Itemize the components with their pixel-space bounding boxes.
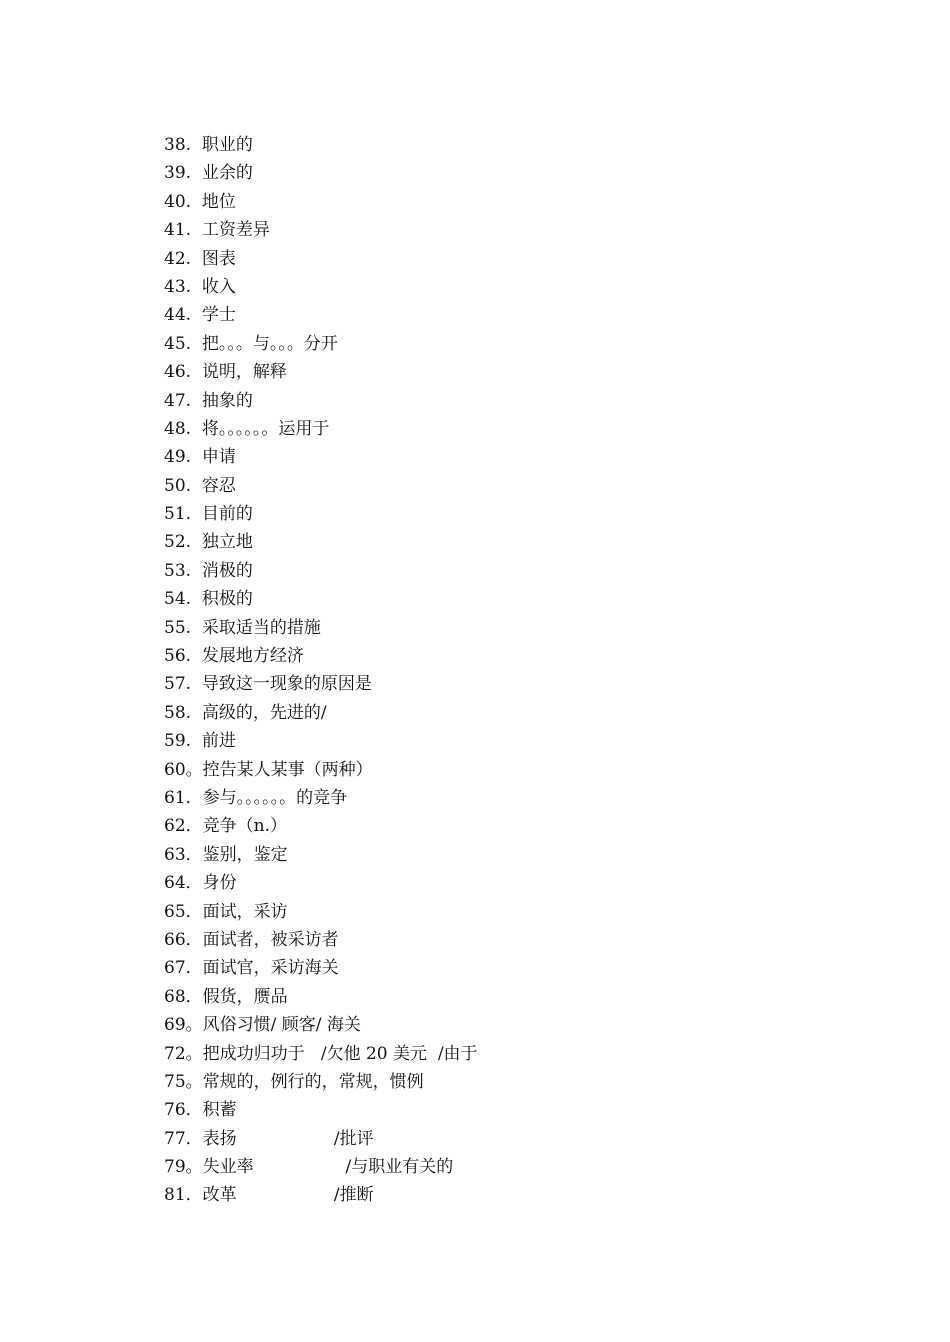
list-item: 64．身份 — [164, 873, 237, 894]
list-item: 50. 容忍 — [164, 475, 236, 496]
list-item: 68．假货，赝品 — [164, 986, 288, 1007]
list-item: 63．鉴别，鉴定 — [164, 844, 288, 865]
list-item: 67．面试官，采访海关 — [164, 958, 339, 979]
list-item: 65．面试，采访 — [164, 901, 288, 922]
vocabulary-list — [164, 131, 478, 1210]
list-item: 48. 将。。。。。。运用于 — [164, 418, 330, 439]
list-item: 45. 把。。。与。。。分开 — [164, 333, 338, 354]
list-item: 46. 说明，解释 — [164, 362, 287, 383]
list-item: 62．竞争（n.） — [164, 816, 287, 837]
list-item: 56. 发展地方经济 — [164, 646, 304, 667]
list-item: 58. 高级的，先进的/ — [164, 702, 327, 723]
list-item: 52. 独立地 — [164, 532, 253, 553]
list-item: 81．改革 /推断 — [164, 1185, 374, 1206]
list-item: 41. 工资差异 — [164, 220, 270, 241]
list-item: 61．参与。。。。。。的竞争 — [164, 787, 348, 808]
list-item: 59. 前进 — [164, 731, 236, 752]
list-item: 57. 导致这一现象的原因是 — [164, 674, 372, 695]
list-item: 72。把成功归功于 /欠他 20 美元 /由于 — [164, 1043, 478, 1064]
list-item: 42. 图表 — [164, 248, 236, 269]
list-item: 69。风俗习惯/ 顾客/ 海关 — [164, 1015, 361, 1036]
list-item: 60。控告某人某事（两种） — [164, 759, 373, 780]
list-item: 54. 积极的 — [164, 589, 253, 610]
list-item: 49. 申请 — [164, 447, 236, 468]
list-item: 79。失业率 /与职业有关的 — [164, 1157, 454, 1178]
list-item: 75。常规的，例行的，常规，惯例 — [164, 1071, 424, 1092]
list-item: 77．表扬 /批评 — [164, 1128, 374, 1149]
list-item: 43. 收入 — [164, 276, 236, 297]
list-item: 47. 抽象的 — [164, 390, 253, 411]
list-item: 53. 消极的 — [164, 560, 253, 581]
list-item: 38. 职业的 — [164, 135, 253, 155]
list-item: 55. 采取适当的措施 — [164, 617, 321, 638]
list-item: 39. 业余的 — [164, 163, 253, 184]
list-item: 76．积蓄 — [164, 1100, 237, 1121]
list-item: 40. 地位 — [164, 191, 236, 212]
list-item: 51. 目前的 — [164, 504, 253, 525]
list-item: 44. 学士 — [164, 305, 236, 326]
list-item: 66．面试者，被采访者 — [164, 929, 339, 950]
